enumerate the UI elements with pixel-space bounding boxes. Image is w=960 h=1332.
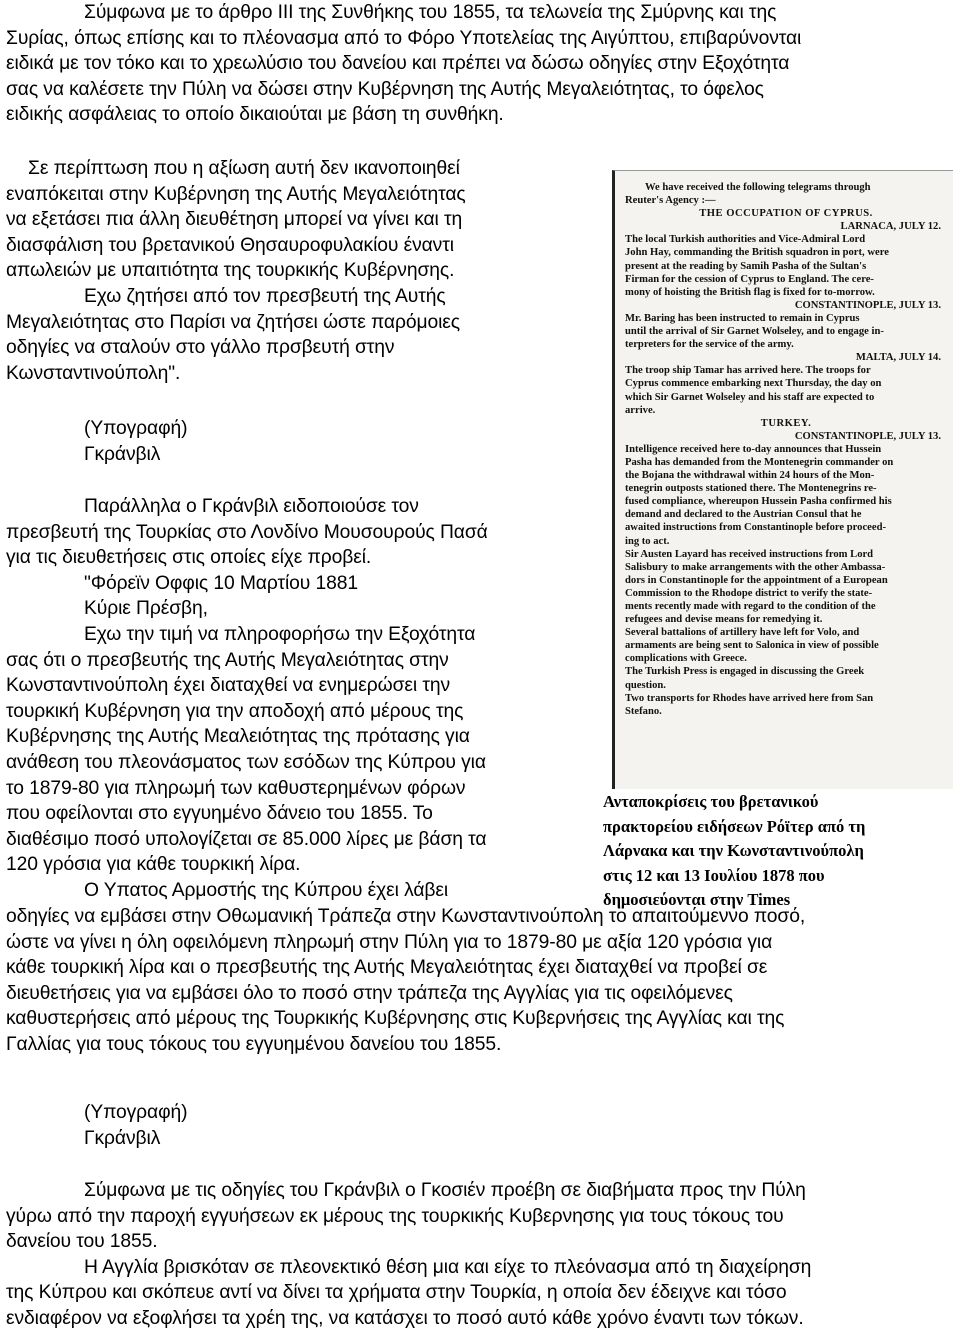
signature-label: (Υπογραφή) [84, 1102, 188, 1123]
text-line: Συρίας, όπως επίσης και το πλέονασμα από το Φόρο Υποτελείας της Αιγύπτου, επιβαρύνονται [6, 27, 802, 49]
signature-name: Γκράνβιλ [84, 443, 161, 465]
clipping-line: Firman for the cession of Cyprus to England. The cere- [625, 273, 874, 285]
text-line: τουρκική Κυβέρνηση για την αποδοχή από μέρους της [6, 700, 464, 722]
newspaper-clipping-image [612, 170, 953, 789]
clipping-line: demand and declared to the Austrian Consul that he [625, 509, 862, 521]
text-line: Κωνσταντινούπολη". [6, 362, 181, 384]
text-line: οδηγίες να σταλούν στο γάλλο πρσβευτή στην [6, 337, 395, 359]
text-line: της Κύπρου και σκόπευε αντί να δίνει τα χρήματα στην Τουρκία, η οποία δεν έδειχνε και τόσο [6, 1282, 787, 1304]
text-line: Κύριε Πρέσβη, [84, 598, 208, 620]
clipping-line: the Bojana the withdrawal within 24 hours of the Mon- [625, 470, 875, 482]
text-line: Μεγαλειότητας στο Παρίσι να ζητήσει ώστε παρόμοιες [6, 311, 460, 333]
text-line: κάθε τουρκική λίρα και ο πρεσβευτής της Αυτής Μεγαλειότητας έχει διαταχθεί να προβεί σε [6, 957, 768, 979]
text-line: γύρω από την παροχή εγγυήσεων εκ μέρους της τουρκικής Κυβερνησης για τους τόκους του [6, 1205, 784, 1227]
text-line: διευθετήσεις για να εμβάσει όλο το ποσό στην τράπεζα της Αγγλίας για τις οφειλόμενες [6, 982, 733, 1004]
text-line: Σύμφωνα με το άρθρο ΙΙΙ της Συνθήκης του 1855, τα τελωνεία της Σμύρνης και της [84, 2, 777, 23]
caption-line: Λάρνακα και την Κωνσταντινούπολη [603, 841, 864, 860]
clipping-line: tenegrin outposts stationed there. The Montenegrins re- [625, 483, 877, 495]
caption-line: δημοσιεύονται στην Times [603, 890, 791, 909]
clipping-line: We have received the following telegrams through [645, 182, 871, 193]
clipping-dateline: LARNACA, JULY 12. [840, 221, 941, 233]
text-line: καθυστερήσεις από μέρους της Τουρκικής Κυβέρνησης στις Κυβερνήσεις της Αγγλίας και της [6, 1008, 785, 1030]
clipping-line: Two transports for Rhodes have arrived here from San [625, 692, 874, 704]
clipping-line: refugees and devise means for remedying it. [625, 614, 823, 626]
text-line: για τις διευθετήσεις στις οποίες είχε προβεί. [6, 547, 372, 569]
clipping-line: mony of hoisting the British flag is fixed for to-morrow. [625, 286, 875, 298]
signature-block [84, 416, 187, 467]
text-line: να εξετάσει πια άλλη διευθέτηση μπορεί να γίνει και τη [6, 209, 463, 231]
text-line: 120 γρόσια για κάθε τουρκική λίρα. [6, 854, 301, 876]
text-line: εναπόκειται στην Κυβέρνηση της Αυτής Μεγαλειότητας [6, 183, 466, 205]
text-line: δανείου του 1855. [6, 1231, 158, 1253]
clipping-line: fused compliance, whereupon Hussein Pasha confirmed his [625, 496, 892, 508]
text-line: Κυβέρνησης της Αυτής Μεαλειότητας της πρότασης για [6, 726, 470, 748]
caption-line: πρακτορείου ειδήσεων Ρόϊτερ από τη [603, 816, 866, 836]
clipping-line: Stefano. [625, 705, 662, 717]
clipping-headline: TURKEY. [760, 417, 812, 429]
clipping-dateline: MALTA, JULY 14. [855, 352, 941, 364]
text-line: Εχω την τιμή να πληροφορήσω την Εξοχότητα [84, 623, 476, 645]
text-line: Παράλληλα ο Γκράνβιλ ειδοποιούσε τον [84, 496, 419, 517]
left-column-paragraph-2 [6, 494, 488, 904]
clipping-line: Reuter's Agency :— [625, 195, 716, 207]
text-line: Ο Υπατος Αρμοστής της Κύπρου έχει λάβει [84, 879, 449, 901]
top-paragraph [6, 0, 801, 128]
clipping-line: complications with Greece. [625, 653, 747, 665]
clipping-headline: THE OCCUPATION OF CYPRUS. [699, 208, 873, 220]
text-line: Εχω ζητήσει από τον πρεσβευτή της Αυτής [84, 285, 446, 307]
bottom-paragraph [6, 1178, 811, 1332]
text-line: "Φόρεϊν Οφφις 10 Μαρτίου 1881 [84, 572, 358, 594]
clipping-line: Cyprus commence embarking next Thursday, the day on [625, 378, 882, 390]
text-line: ειδικά με τον τόκο και το χρεωλύσιο του δανείου και πρέπει να δώσω οδηγίες στην Εξοχότητα [6, 53, 790, 75]
caption-line: στις 12 και 13 Ιουλίου 1878 που [603, 865, 825, 885]
clipping-line: Pasha has demanded from the Montenegrin commander on [625, 456, 894, 468]
clipping-text [625, 181, 947, 718]
clipping-line: ing to act. [625, 535, 670, 547]
clipping-line: Commission to the Rhodope district to verify the state- [625, 587, 873, 599]
clipping-line: John Hay, commanding the British squadron in port, were [625, 247, 889, 259]
full-width-paragraph [6, 904, 805, 1058]
text-line: πρεσβευτή της Τουρκίας στο Λονδίνο Μουσουρούς Πασά [6, 521, 488, 543]
clipping-line: question. [625, 679, 666, 691]
clipping-line: Sir Austen Layard has received instructions from Lord [625, 548, 874, 560]
text-line: ώστε να γίνει η όλη οφειλόμενη πληρωμή στην Πύλη για το 1879-80 με αξία 120 γρόσια για [6, 931, 773, 953]
text-line: οδηγίες να εμβάσει στην Οθωμανική Τράπεζα στην Κωνσταντινούπολη το απαιτούμεννο ποσό, [6, 906, 806, 927]
text-line: ενδιαφέρον να εξοφλήσει τα χρέη της, να κατάσχει το ποσό αυτό κάθε χρόνο έναντι των τόκων. [6, 1307, 804, 1329]
clipping-line: armaments are being sent to Salonica in view of possible [625, 640, 879, 652]
clipping-line: until the arrival of Sir Garnet Wolseley, and to engage in- [625, 326, 884, 338]
caption-line: Ανταποκρίσεις του βρετανικού [603, 792, 819, 811]
text-line: ειδικής ασφάλειας το οποίο δικαιούται με βάση τη συνθήκη. [6, 104, 504, 126]
left-column-paragraph [6, 156, 466, 386]
clipping-line: terpreters for the service of the army. [625, 339, 794, 351]
text-line: σας να καλέσετε την Πύλη να δώσει στην Κυβέρνηση της Αυτής Μεγαλειότητας, το όφελος [6, 78, 764, 100]
text-line: Κωνσταντινούπολη έχει διαταχθεί να ενημερώσει την [6, 675, 451, 697]
clipping-line: Several battalions of artillery have left for Volo, and [625, 627, 860, 639]
clipping-line: ments recently made with regard to the condition of the [625, 601, 876, 612]
text-line: που οφείλονται στο εγγυημένο δάνειο του 1855. Το [6, 803, 433, 825]
clipping-line: Salisbury to make arrangements with the other Ambassa- [625, 561, 886, 573]
clipping-line: The troop ship Tamar has arrived here. The troops for [625, 365, 871, 377]
clipping-line: The Turkish Press is engaged in discussing the Greek [625, 666, 865, 678]
text-line: το 1879-80 για πληρωμή των καθυστερημένων φόρων [6, 777, 466, 799]
clipping-dateline: CONSTANTINOPLE, JULY 13. [794, 430, 941, 442]
clipping-dateline: CONSTANTINOPLE, JULY 13. [794, 299, 941, 311]
text-line: Σύμφωνα με τις οδηγίες του Γκράνβιλ ο Γκοσιέν προέβη σε διαβήματα προς την Πύλη [84, 1180, 806, 1201]
text-line: απωλειών με υπαιτιότητα της τουρκικής Κυβέρνησης. [6, 260, 455, 282]
clipping-line: Intelligence received here to-day announces that Hussein [625, 443, 882, 455]
clipping-line: arrive. [625, 404, 656, 416]
text-line: διασφάλιση του βρετανικού Θησαυροφυλακίου έναντι [6, 234, 454, 256]
clipping-line: which Sir Garnet Wolseley and his staff are expected to [625, 391, 875, 403]
text-line: διαθέσιμο ποσό υπολογίζεται σε 85.000 λίρες με βάση τα [6, 828, 487, 850]
text-line: ανάθεση του πλεονάσματος των εσόδων της Κύπρου για [6, 751, 486, 773]
signature-block-2 [84, 1100, 187, 1151]
text-line: Σε περίπτωση που η αξίωση αυτή δεν ικανοποιηθεί [28, 158, 460, 179]
text-line: Γαλλίας για τους τόκους του εγγυημένου δανείου του 1855. [6, 1033, 502, 1055]
clipping-line: Mr. Baring has been instructed to remain in Cyprus [625, 312, 860, 324]
clipping-line: The local Turkish authorities and Vice-Admiral Lord [625, 234, 866, 246]
clipping-line: dors in Constantinople for the appointment of a European [625, 574, 888, 586]
clipping-line: awaited instructions from Constantinople before proceed- [625, 522, 887, 534]
text-line: Η Αγγλία βρισκόταν σε πλεονεκτικό θέση μια και είχε το πλεόνασμα από τη διαχείρηση [84, 1256, 812, 1278]
clipping-caption [603, 790, 943, 913]
text-line: σας ότι ο πρεσβευτής της Αυτής Μεγαλειότητας στην [6, 649, 449, 671]
signature-label: (Υπογραφή) [84, 418, 188, 439]
signature-name: Γκράνβιλ [84, 1127, 161, 1149]
clipping-line: present at the reading by Samih Pasha of the Sultan's [625, 260, 867, 272]
